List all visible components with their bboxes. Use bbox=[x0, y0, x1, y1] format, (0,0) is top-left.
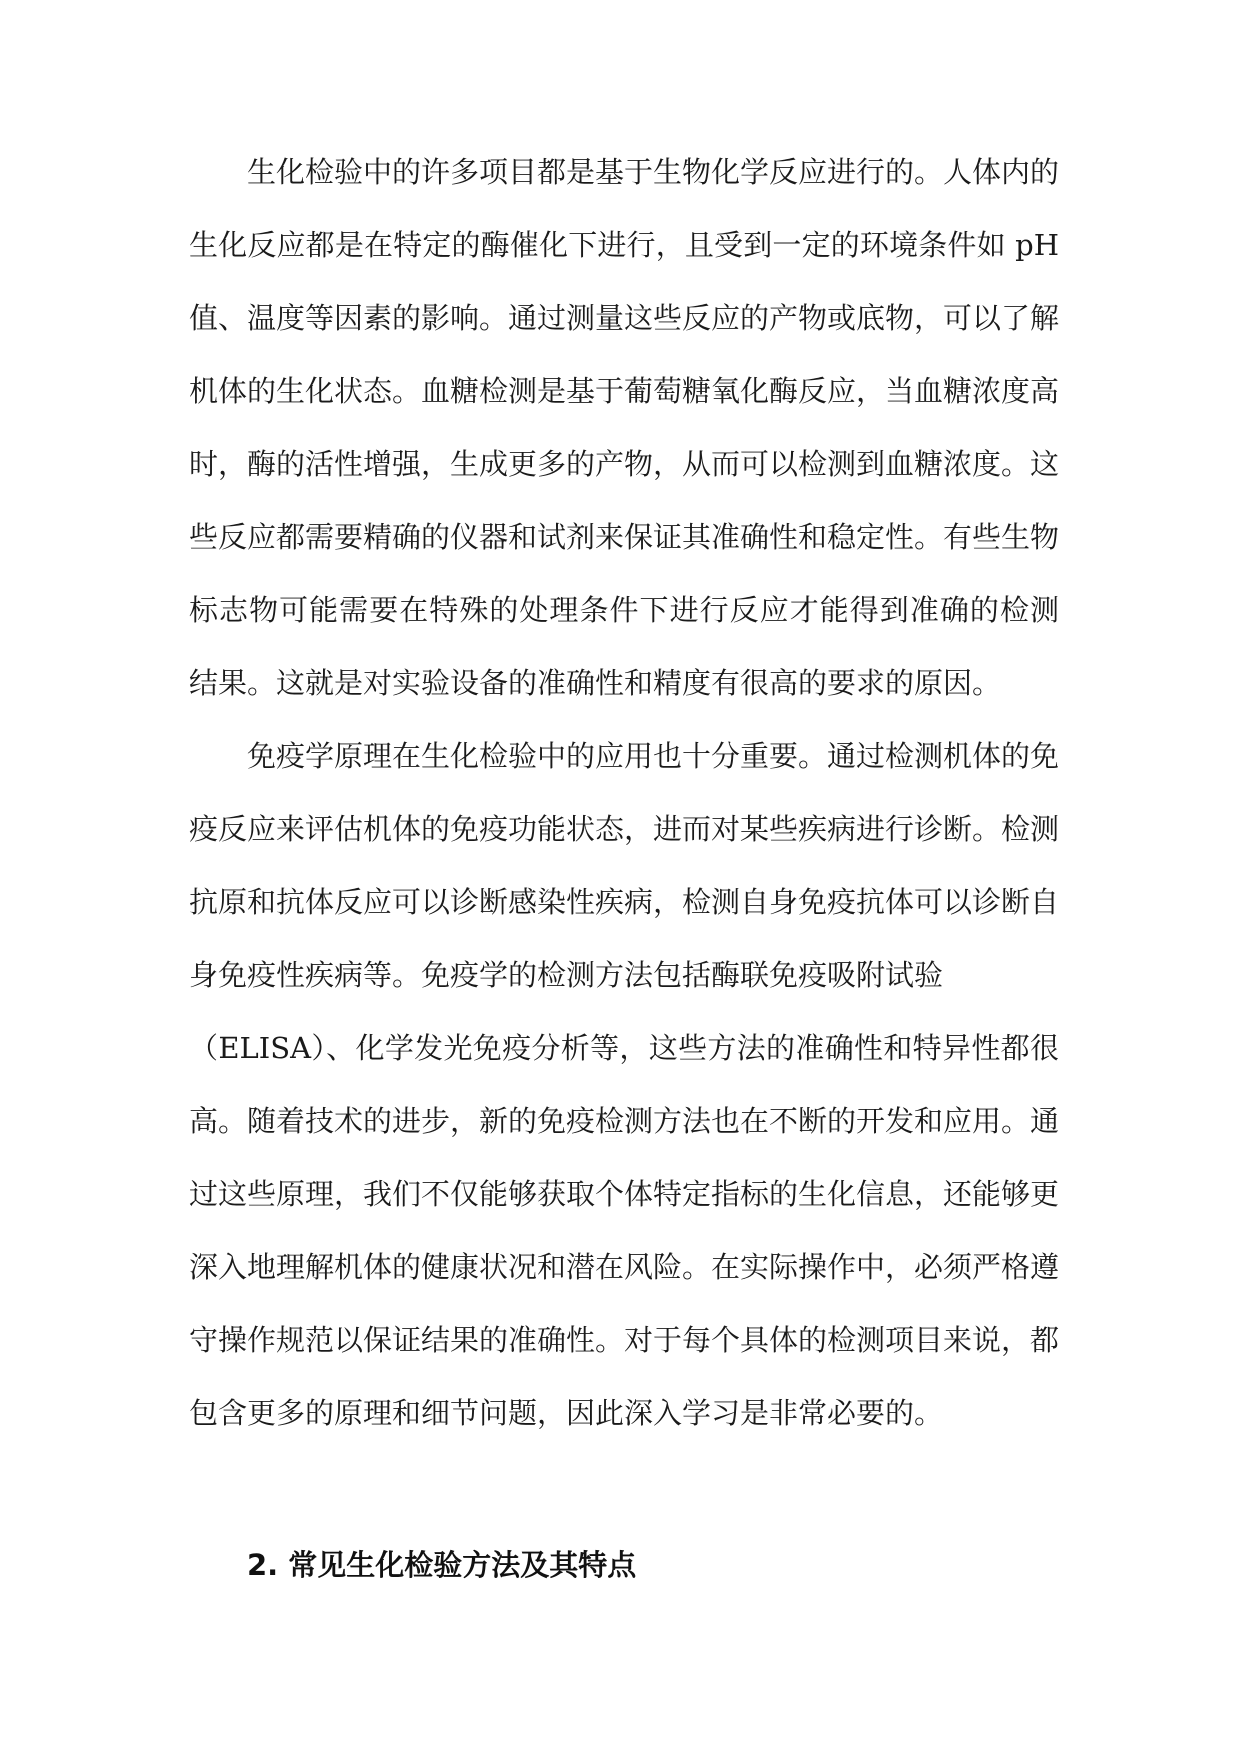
paragraph-line: 免疫学原理在生化检验中的应用也十分重要。通过检测机体的免 bbox=[247, 739, 1060, 773]
paragraph-line: 守操作规范以保证结果的准确性。对于每个具体的检测项目来说，都 bbox=[189, 1323, 1060, 1357]
paragraph-line: 深入地理解机体的健康状况和潜在风险。在实际操作中，必须严格遵 bbox=[189, 1250, 1060, 1284]
paragraph-line: 生化反应都是在特定的酶催化下进行，且受到一定的环境条件如 pH bbox=[189, 228, 1059, 262]
paragraph-line: 高。随着技术的进步，新的免疫检测方法也在不断的开发和应用。通 bbox=[189, 1104, 1060, 1138]
paragraph-line: 身免疫性疾病等。免疫学的检测方法包括酶联免疫吸附试验 bbox=[189, 958, 944, 992]
paragraph-line: 过这些原理，我们不仅能够获取个体特定指标的生化信息，还能够更 bbox=[189, 1177, 1060, 1211]
paragraph-line: 值、温度等因素的影响。通过测量这些反应的产物或底物，可以了解 bbox=[189, 301, 1060, 335]
paragraph-line: 结果。这就是对实验设备的准确性和精度有很高的要求的原因。 bbox=[189, 666, 1002, 700]
section-heading: 2. 常见生化检验方法及其特点 bbox=[247, 1548, 637, 1582]
paragraph-line: （ELISA）、化学发光免疫分析等，这些方法的准确性和特异性都很 bbox=[189, 1031, 1059, 1065]
paragraph-line: 疫反应来评估机体的免疫功能状态，进而对某些疾病进行诊断。检测 bbox=[189, 812, 1060, 846]
paragraph-line: 生化检验中的许多项目都是基于生物化学反应进行的。人体内的 bbox=[247, 155, 1060, 189]
paragraph-line: 抗原和抗体反应可以诊断感染性疾病，检测自身免疫抗体可以诊断自 bbox=[189, 885, 1060, 919]
paragraph-line: 时，酶的活性增强，生成更多的产物，从而可以检测到血糖浓度。这 bbox=[189, 447, 1060, 481]
paragraph-line: 些反应都需要精确的仪器和试剂来保证其准确性和稳定性。有些生物 bbox=[189, 520, 1060, 554]
paragraph-line: 机体的生化状态。血糖检测是基于葡萄糖氧化酶反应，当血糖浓度高 bbox=[189, 374, 1060, 408]
paragraph-line: 标志物可能需要在特殊的处理条件下进行反应才能得到准确的检测 bbox=[189, 593, 1059, 627]
paragraph-line: 包含更多的原理和细节问题，因此深入学习是非常必要的。 bbox=[189, 1396, 944, 1430]
